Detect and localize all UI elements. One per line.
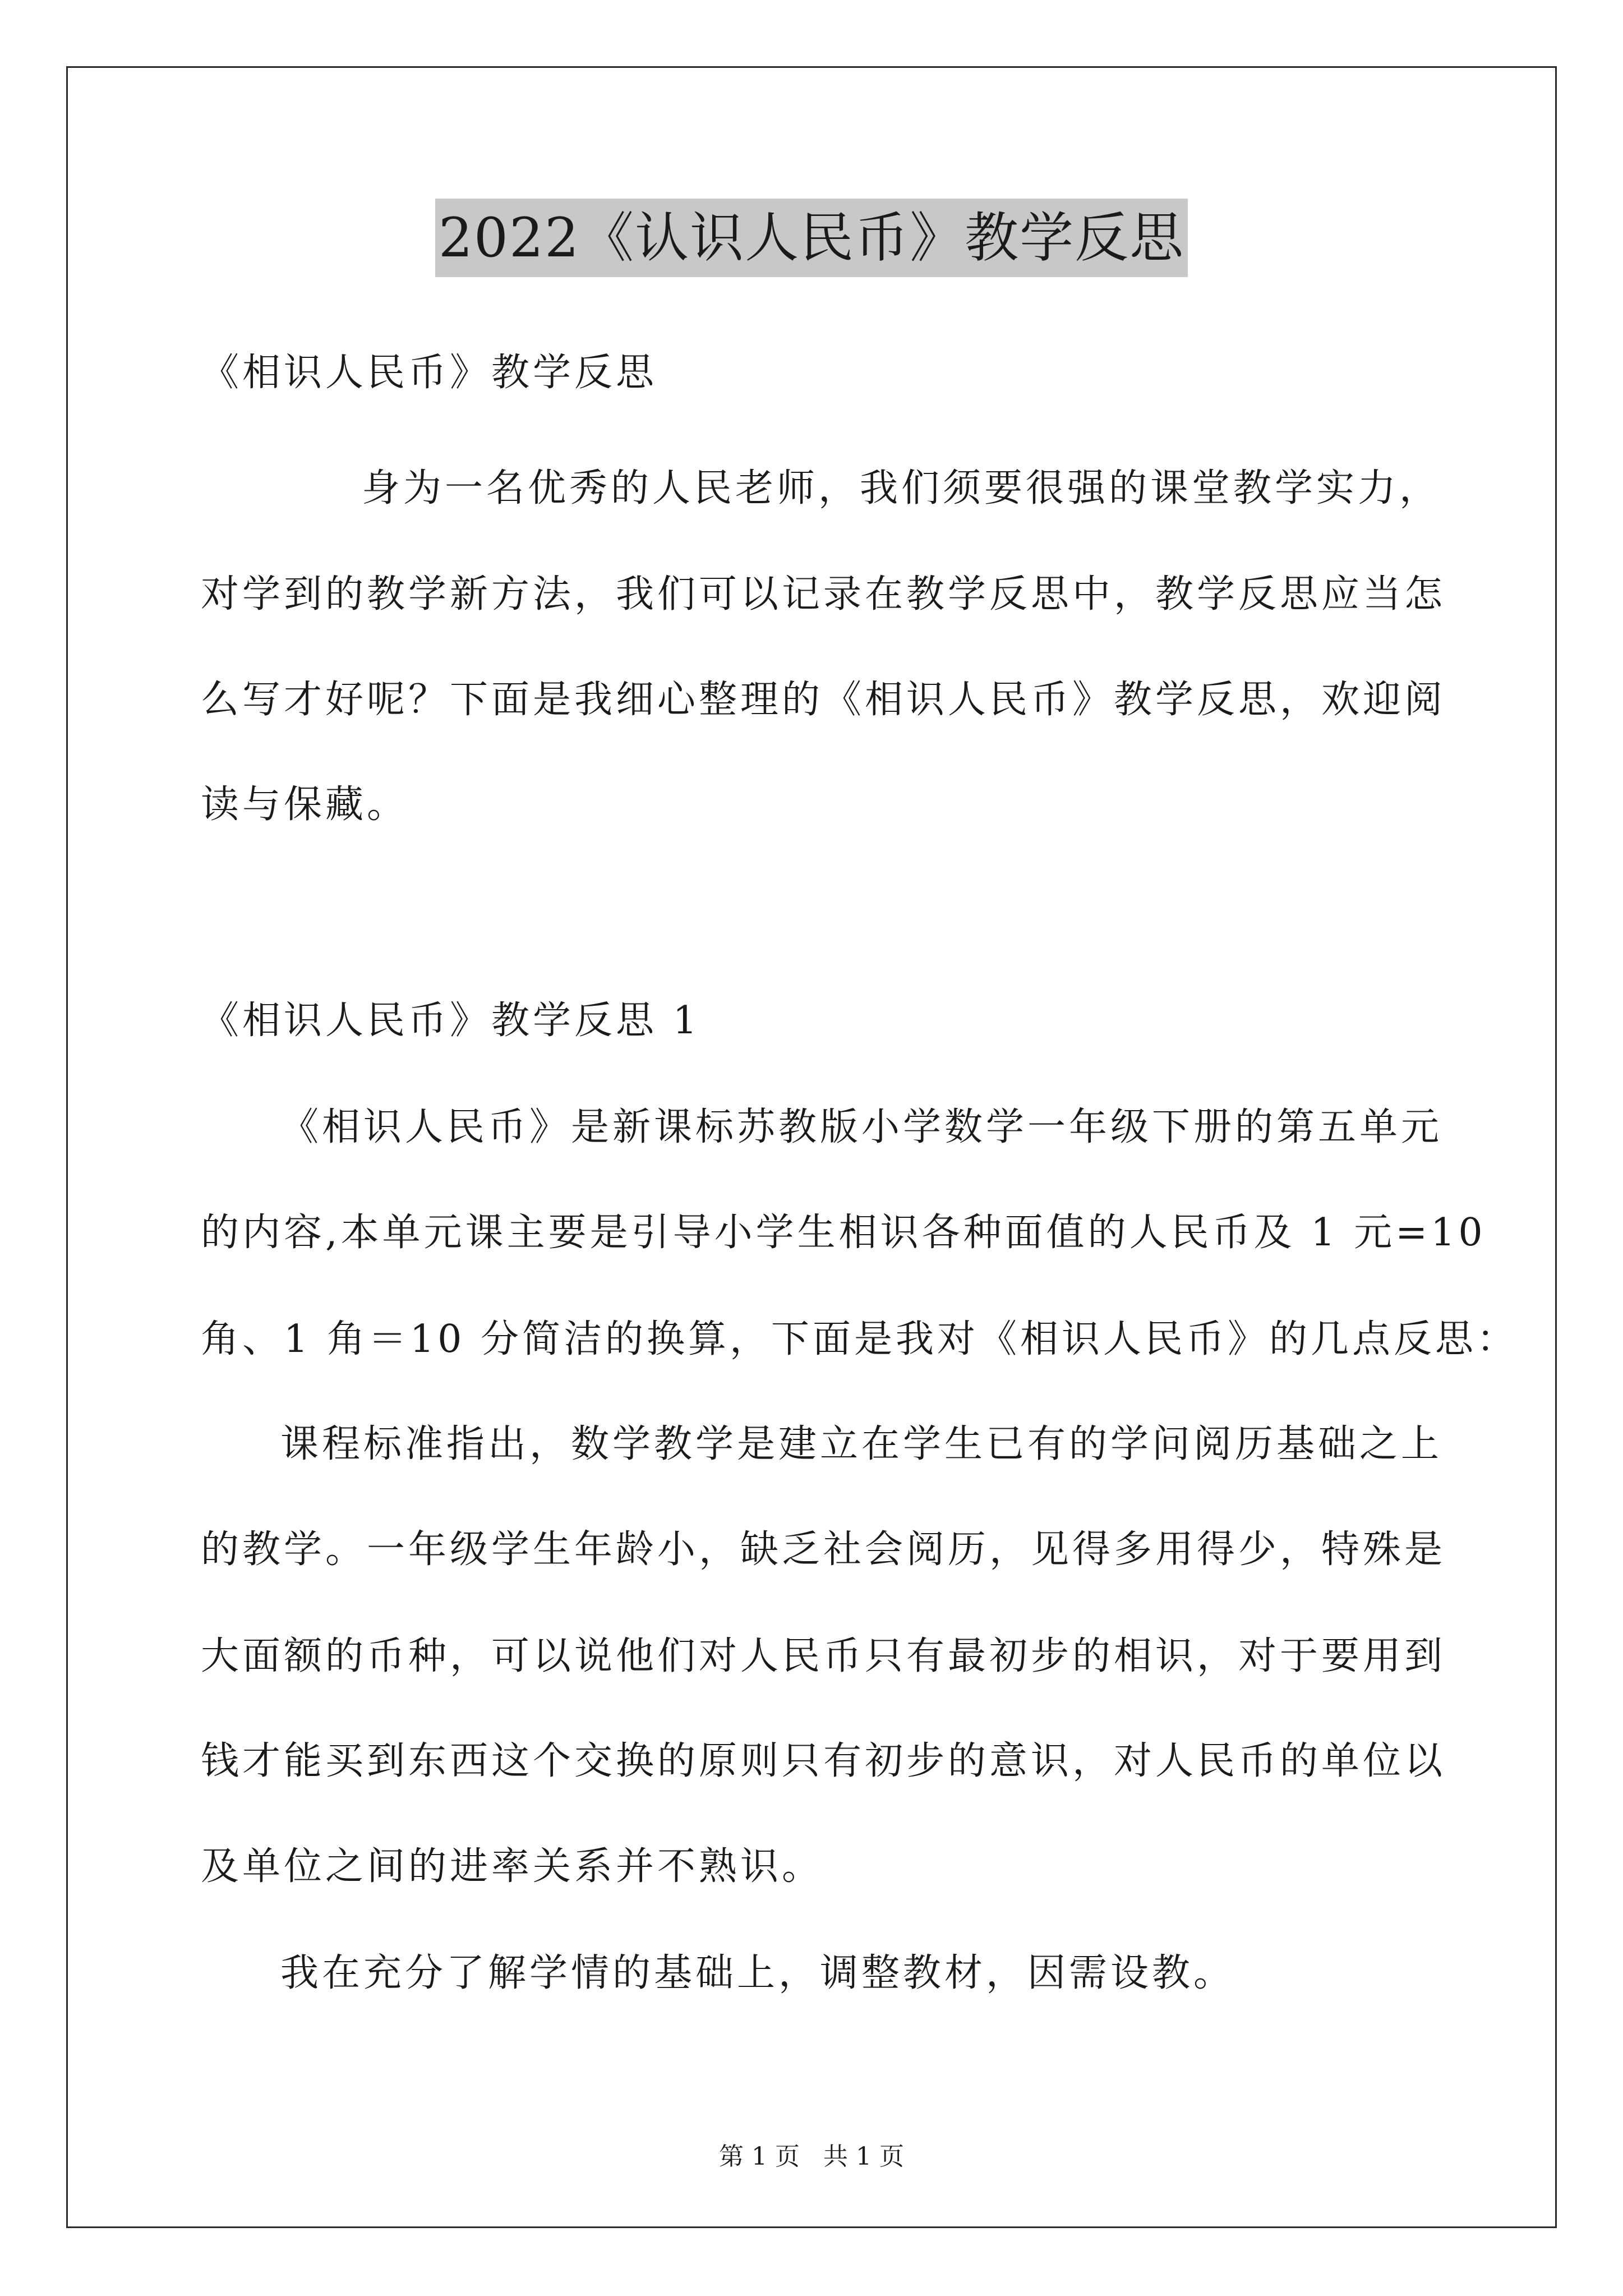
paragraph3-line-1: 我在充分了解学情的基础上，调整教材，因需设教。 (280, 1951, 1235, 1995)
paragraph1-line-3: 角、1 角＝10 分简洁的换算，下面是我对《相识人民币》的几点反思： (201, 1317, 1519, 1361)
paragraph2-line-4: 钱才能买到东西这个交换的原则只有初步的意识，对人民币的单位以 (201, 1739, 1446, 1783)
paragraph2-line-2: 的教学。一年级学生年龄小，缺乏社会阅历，见得多用得少，特殊是 (201, 1527, 1446, 1572)
paragraph1-line-1: 《相识人民币》是新课标苏教版小学数学一年级下册的第五单元 (280, 1105, 1443, 1149)
paragraph2-line-3: 大面额的币种，可以说他们对人民币只有最初步的相识，对于要用到 (201, 1634, 1446, 1678)
paragraph2-line-5: 及单位之间的进率关系并不熟识。 (201, 1844, 824, 1889)
intro-line-3: 么写才好呢？下面是我细心整理的《相识人民币》教学反思，欢迎阅 (201, 678, 1446, 722)
subtitle: 《相识人民币》教学反思 (201, 351, 658, 395)
page-footer (0, 2140, 1623, 2174)
intro-line-4: 读与保藏。 (201, 783, 409, 827)
intro-line-1: 身为一名优秀的人民老师，我们须要很强的课堂教学实力， (362, 466, 1441, 510)
page-number: 第 1 页 (719, 2142, 800, 2171)
paragraph2-line-1: 课程标准指出，数学教学是建立在学生已有的学问阅历基础之上 (280, 1422, 1443, 1466)
page-title: 2022《认识人民币》教学反思 (435, 199, 1188, 277)
title-container (0, 199, 1623, 277)
section-heading: 《相识人民币》教学反思 1 (201, 999, 700, 1043)
paragraph1-line-2: 的内容,本单元课主要是引导小学生相识各种面值的人民币及 1 元=10 (201, 1211, 1486, 1255)
page-count: 共 1 页 (823, 2142, 904, 2171)
intro-line-2: 对学到的教学新方法，我们可以记录在教学反思中，教学反思应当怎 (201, 572, 1446, 616)
